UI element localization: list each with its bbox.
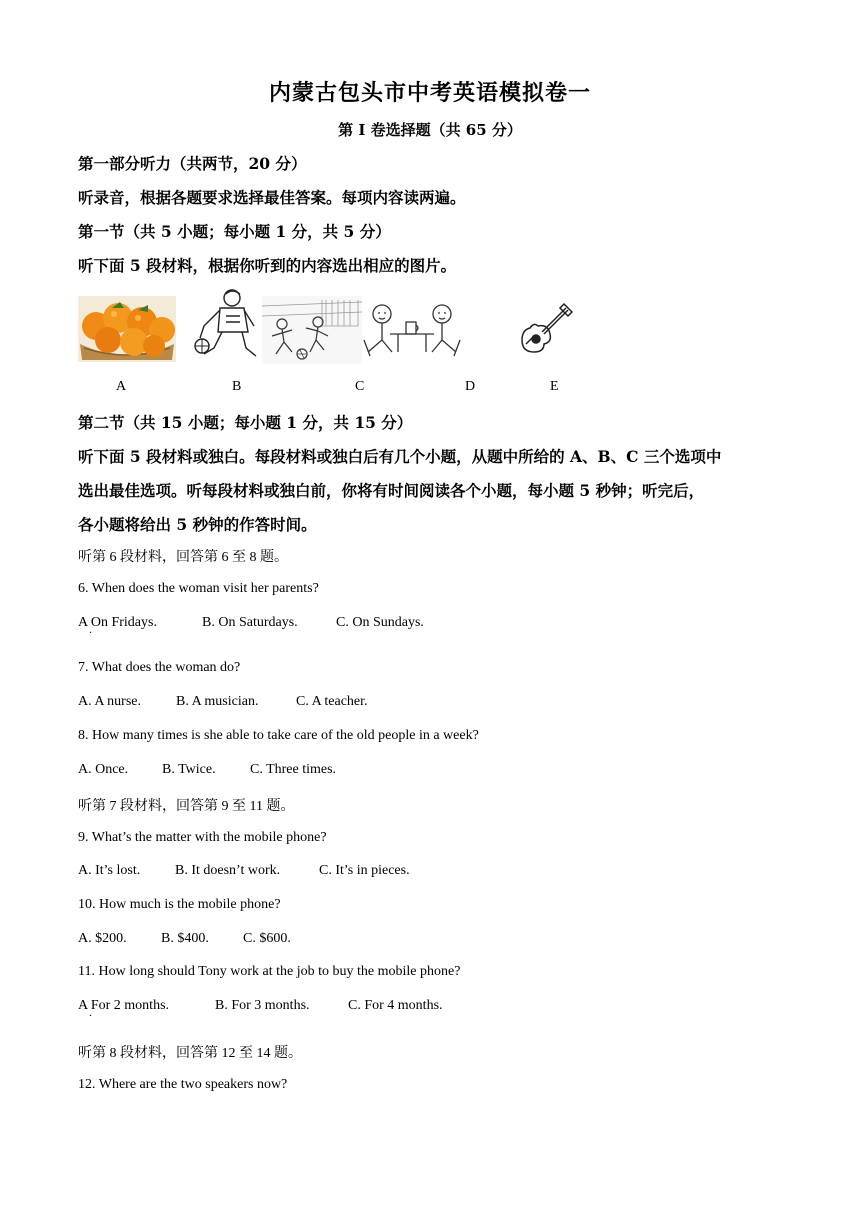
q10-option-a: A. $200. [78,931,127,946]
q11-question: 11. How long should Tony work at the job to buy the mobile phone? [78,964,461,979]
q11-option-a: A For 2 months. [78,998,170,1013]
q6-option-a: A On Fridays. [78,615,157,630]
guitar-picture [516,298,576,356]
q10-option-b: B. $400. [161,931,209,946]
people-at-table-picture [362,300,464,358]
q7-option-c: C. A teacher. [296,694,368,709]
q9-option-a: A. It’s lost. [78,863,141,878]
basketball-player-picture [190,286,262,362]
q6-question: 6. When does the woman visit her parents? [78,581,319,596]
picture-label-e: E [550,379,559,394]
section2-instruction-line-2: 选出最佳选项。听每段材料或独白前，你将有时间阅读各个小题，每小题 5 秒钟；听完后， [78,481,705,500]
q10-option-c: C. $600. [243,931,291,946]
soccer-players-picture [262,296,362,364]
section2-instruction-line-1: 听下面 5 段材料或独白。每段材料或独白后有几个小题，从题中所给的 A、B、C 三个选项中 [78,447,722,466]
q6-option-b: B. On Saturdays. [202,615,298,630]
q11-option-b: B. For 3 months. [215,998,310,1013]
section2-instruction-line-3: 各小题将给出 5 秒钟的作答时间。 [78,515,317,534]
q7-option-b: B. A musician. [176,694,259,709]
q10-options [78,931,291,947]
q7-option-a: A. A nurse. [78,694,141,709]
q10-question: 10. How much is the mobile phone? [78,897,281,912]
section1-heading: 第一节（共 5 小题；每小题 1 分，共 5 分） [78,222,391,241]
material7-intro: 听第 7 段材料，回答第 9 至 11 题。 [78,799,295,814]
picture-label-a: A [116,379,127,394]
q8-option-c: C. Three times. [250,762,337,777]
q11-option-c: C. For 4 months. [348,998,443,1013]
exam-page: 内蒙古包头市中考英语模拟卷一 第 I 卷选择题（共 65 分） 第一部分听力（共两节，20 分） 听录音，根据各题要求选择最佳答案。每项内容读两遍。 第一节（共 5 小题；每小题 1 分，共 5 分） 听下面 5 段材料，根据你听到的内容选出相应的图片。 A B C D E 第二节（共 15 小题；每小题 1 分，共 15 分） 听下面 5 段材料或独白。每段材料或独白后有几个小题，从题中所给的 A、B、C 三个选项中 选出最佳选项。听每段材料或独白前，你将有时间阅读各个小题，每小题 5 秒钟；听完后， 各小题将给出 5 秒钟的作答时间。 听第 6 段材料，回答第 6 至 8 题。 6. When does the woman visit her parents? A On Fridays. B. On Saturdays. C. On Sundays. · 7. What does the woman do? A. A nurse. B. A musician. C. A teacher. 8. How many times is she able to take care of the old people in a week? A. Once. B. Twice. C. Three times. 听第 7 段材料，回答第 9 至 11 题。 9. What’s the matter with the mobile phone? A. It’s lost. B. It doesn’t work. C. It’s in pieces. 10. How much is the mobile phone? A. $200. B. $400. C. $600. 11. How long should Tony work at the job to buy the mobile phone? A For 2 months. B. For 3 months. C. For 4 months. · 听第 8 段材料，回答第 12 至 14 题。 12. Where are the two speakers now? [0,0,860,1216]
picture-label-c: C [355,379,365,394]
q6-option-c: C. On Sundays. [336,615,424,630]
oranges-picture [78,296,176,362]
q9-option-c: C. It’s in pieces. [319,863,410,878]
q12-question: 12. Where are the two speakers now? [78,1077,288,1092]
picture-label-d: D [465,379,476,394]
q9-options [78,863,410,879]
picture-label-b: B [232,379,242,394]
page-title: 内蒙古包头市中考英语模拟卷一 [268,80,591,106]
q6-options [78,615,424,631]
q7-options [78,694,368,710]
q8-option-b: B. Twice. [162,762,216,777]
q8-question: 8. How many times is she able to take care of the old people in a week? [78,728,479,743]
material8-intro: 听第 8 段材料，回答第 12 至 14 题。 [78,1046,302,1061]
section1-instruction: 听下面 5 段材料，根据你听到的内容选出相应的图片。 [78,256,457,275]
q9-question: 9. What’s the matter with the mobile phone? [78,830,327,845]
q7-question: 7. What does the woman do? [78,660,241,675]
q8-options [78,762,336,778]
material6-intro: 听第 6 段材料，回答第 6 至 8 题。 [78,550,288,565]
q8-option-a: A. Once. [78,762,129,777]
q9-option-b: B. It doesn’t work. [175,863,281,878]
page-subtitle: 第 I 卷选择题（共 65 分） [338,121,522,139]
section2-heading: 第二节（共 15 小题；每小题 1 分，共 15 分） [78,413,413,432]
part1-heading: 第一部分听力（共两节，20 分） [78,154,307,173]
q11-options [78,998,443,1014]
part1-instruction: 听录音，根据各题要求选择最佳答案。每项内容读两遍。 [78,188,466,207]
